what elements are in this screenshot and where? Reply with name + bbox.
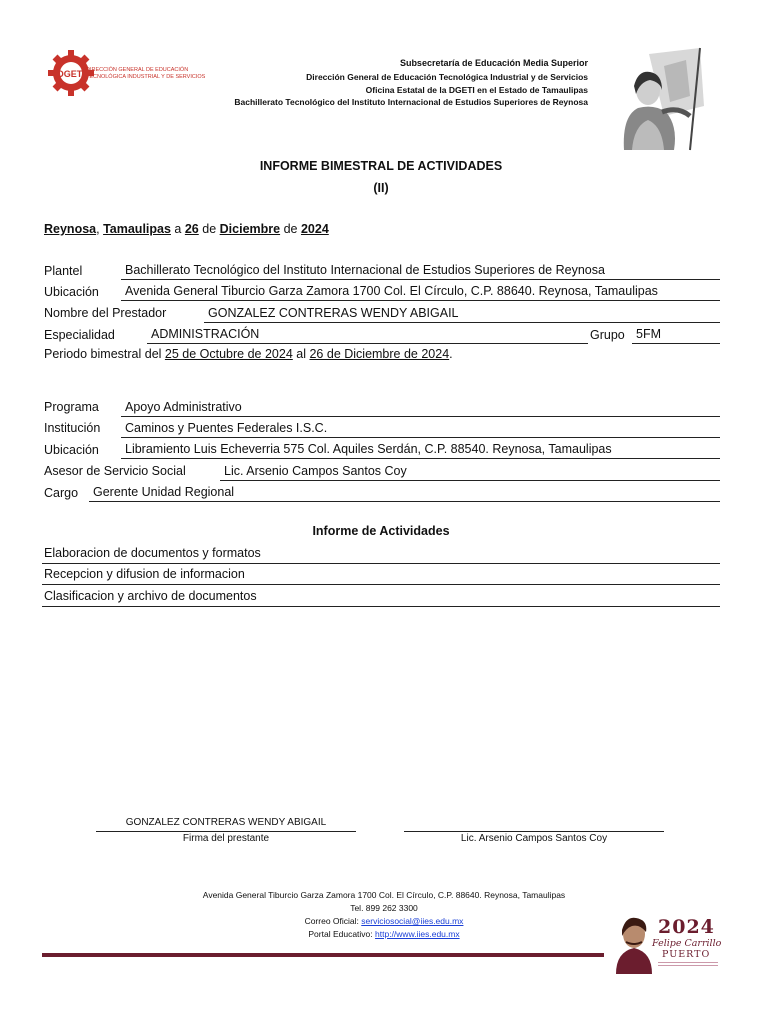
footer-portal-link[interactable]: http://www.iies.edu.mx (375, 929, 460, 939)
report-period-number: (II) (373, 181, 389, 195)
signature-left-line (96, 831, 356, 832)
badge-small-print (658, 962, 718, 966)
periodo-prefix: Periodo bimestral del (44, 347, 162, 361)
header-line-3: Oficina Estatal de la DGETI en el Estado de Tamaulipas (365, 85, 588, 95)
header-line-1: Subsecretaría de Educación Media Superior (399, 58, 588, 68)
footer-email-label: Correo Oficial: (304, 916, 359, 926)
prestador-label: Nombre del Prestador (44, 306, 167, 320)
signature-left-caption: Firma del prestante (182, 833, 270, 844)
periodo-suffix: . (449, 347, 453, 361)
footer-portal-label: Portal Educativo: (308, 929, 373, 939)
heroine-flag-illustration (604, 46, 708, 152)
header-line-4: Bachillerato Tecnológico del Instituto Internacional de Estudios Superiores de Reynosa (234, 97, 588, 107)
date-year: 2024 (300, 222, 329, 236)
date-de-2: de (283, 222, 298, 236)
cargo-value: Gerente Unidad Regional (89, 484, 720, 502)
cargo-label: Cargo (44, 486, 79, 500)
periodo-end: 26 de Diciembre de 2024 (309, 347, 450, 361)
signature-right-line (404, 831, 664, 832)
date-separator: , (96, 222, 100, 236)
asesor-value: Lic. Arsenio Campos Santos Coy (220, 463, 720, 481)
date-state: Tamaulipas (103, 222, 171, 236)
footer-phone: Tel. 899 262 3300 (350, 903, 418, 913)
date-de-1: de (202, 222, 217, 236)
asesor-label: Asesor de Servicio Social (44, 464, 186, 478)
institucion-label: Institución (44, 421, 101, 435)
header-line-2: Dirección General de Educación Tecnológica Industrial y de Servicios (306, 72, 588, 82)
badge-name-2: PUERTO (662, 949, 711, 960)
activities-heading: Informe de Actividades (312, 524, 450, 538)
date-day: 26 (184, 222, 199, 236)
programa-value: Apoyo Administrativo (121, 399, 720, 417)
badge-year: 2024 (658, 916, 715, 938)
especialidad-label: Especialidad (44, 328, 115, 342)
prestador-value: GONZALEZ CONTRERAS WENDY ABIGAIL (204, 305, 720, 323)
plantel-label: Plantel (44, 264, 83, 278)
ubicacion-label: Ubicación (44, 285, 99, 299)
plantel-value: Bachillerato Tecnológico del Instituto Internacional de Estudios Superiores de Reynosa (121, 262, 720, 280)
footer-accent-bar (42, 953, 604, 957)
svg-text:DGETI: DGETI (57, 69, 85, 79)
periodo-line (44, 347, 453, 361)
footer-address: Avenida General Tiburcio Garza Zamora 1700 Col. El Círculo, C.P. 88640. Reynosa, Tamaulipas (202, 890, 566, 900)
date-city: Reynosa (44, 222, 97, 236)
institucion-value: Caminos y Puentes Federales I.S.C. (121, 420, 720, 438)
date-a: a (174, 222, 182, 236)
grupo-label: Grupo (590, 328, 625, 342)
felipe-carrillo-2024-badge (612, 912, 724, 974)
footer-email-link[interactable]: serviciosocial@iies.edu.mx (361, 916, 464, 926)
gear-logo-icon (46, 48, 96, 98)
date-month: Diciembre (219, 222, 281, 236)
program-ubicacion-label: Ubicación (44, 443, 99, 457)
report-title: INFORME BIMESTRAL DE ACTIVIDADES (259, 159, 503, 173)
signature-left-name: GONZALEZ CONTRERAS WENDY ABIGAIL (125, 817, 327, 828)
dgeti-logo (46, 48, 206, 98)
ubicacion-value: Avenida General Tiburcio Garza Zamora 1700 Col. El Círculo, C.P. 88640. Reynosa, Tamaulipas (121, 283, 720, 301)
activity-item-3: Clasificacion y archivo de documentos (42, 588, 720, 607)
periodo-start: 25 de Octubre de 2024 (164, 347, 293, 361)
portrait-icon (612, 912, 656, 974)
grupo-value: 5FM (632, 326, 720, 344)
activity-item-2: Recepcion y difusion de informacion (42, 566, 720, 585)
badge-name-1: Felipe Carrillo (652, 938, 722, 949)
logo-text-line1: DIRECCIÓN GENERAL DE EDUCACIÓN (86, 67, 189, 73)
especialidad-value: ADMINISTRACIÓN (147, 326, 588, 344)
programa-label: Programa (44, 400, 99, 414)
logo-text-line2: TECNOLÓGICA INDUSTRIAL Y DE SERVICIOS (86, 74, 206, 80)
date-line (44, 222, 329, 236)
signature-right-caption: Lic. Arsenio Campos Santos Coy (460, 833, 608, 844)
periodo-mid: al (296, 347, 306, 361)
activity-item-1: Elaboracion de documentos y formatos (42, 545, 720, 564)
program-ubicacion-value: Libramiento Luis Echeverria 575 Col. Aquiles Serdán, C.P. 88540. Reynosa, Tamaulipas (121, 441, 720, 459)
